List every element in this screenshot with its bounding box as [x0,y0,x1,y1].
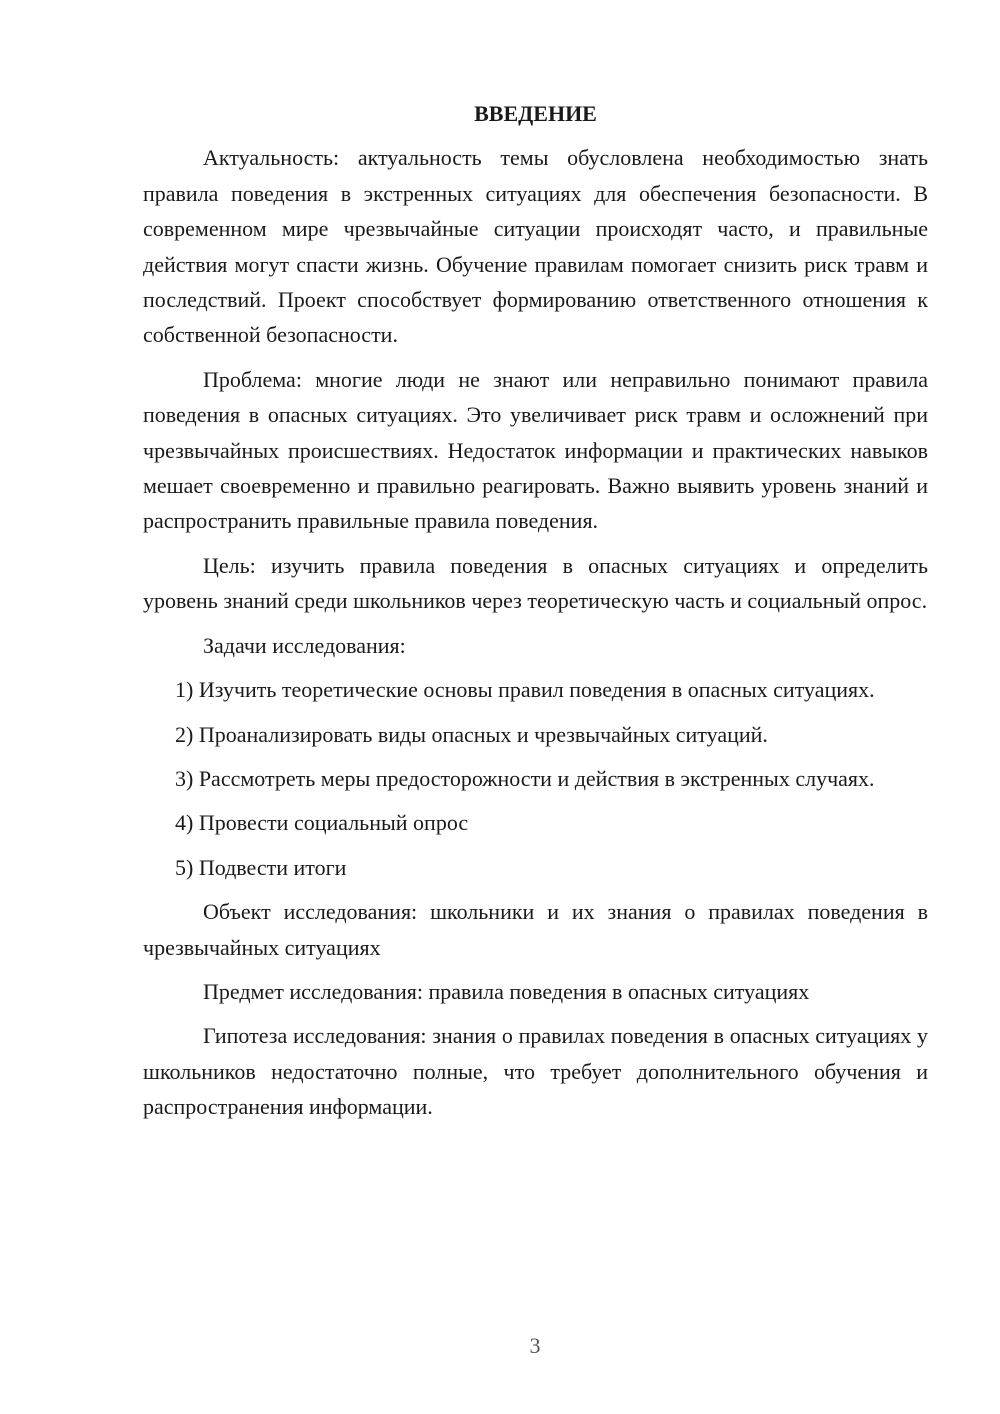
relevance-paragraph: Актуальность: актуальность темы обусловлена необходимостью знать правила поведения в экстренных ситуациях для обеспечения безопасности. В современном мире чрезвычайные ситуации происходят часто, и правильные действия могут спасти жизнь. Обучение правилам помогает снизить риск травм и последствий. Проект способствует формированию ответственного отношения к собственной безопасности. [143,145,928,348]
problem-paragraph: Проблема: многие люди не знают или неправильно понимают правила поведения в опасных ситуациях. Это увеличивает риск травм и осложнений при чрезвычайных происшествиях. Недостаток информации и практических навыков мешает своевременно и правильно реагировать. Важно выявить уровень знаний и распространить правильные правила поведения. [143,366,928,534]
subject-paragraph: Предмет исследования: правила поведения в опасных ситуациях [203,978,810,1004]
task-item-2: 2) Проанализировать виды опасных и чрезвычайных ситуаций. [175,721,768,747]
task-item-3: 3) Рассмотреть меры предосторожности и действия в экстренных случаях. [175,765,875,791]
page-content [143,96,928,1134]
tasks-heading: Задачи исследования: [203,632,406,658]
task-item-5: 5) Подвести итоги [175,854,347,880]
hypothesis-paragraph: Гипотеза исследования: знания о правилах поведения в опасных ситуациях у школьников недостаточно полные, что требует дополнительного обучения и распространения информации. [143,1023,928,1120]
object-paragraph: Объект исследования: школьники и их знания о правилах поведения в чрезвычайных ситуациях [143,899,928,960]
section-title: ВВЕДЕНИЕ [474,101,597,126]
page-number: 3 [529,1333,541,1358]
task-item-1: 1) Изучить теоретические основы правил поведения в опасных ситуациях. [175,677,875,703]
goal-paragraph: Цель: изучить правила поведения в опасных ситуациях и определить уровень знаний среди школьников через теоретическую часть и социальный опрос. [143,552,928,614]
task-item-4: 4) Провести социальный опрос [175,810,469,836]
